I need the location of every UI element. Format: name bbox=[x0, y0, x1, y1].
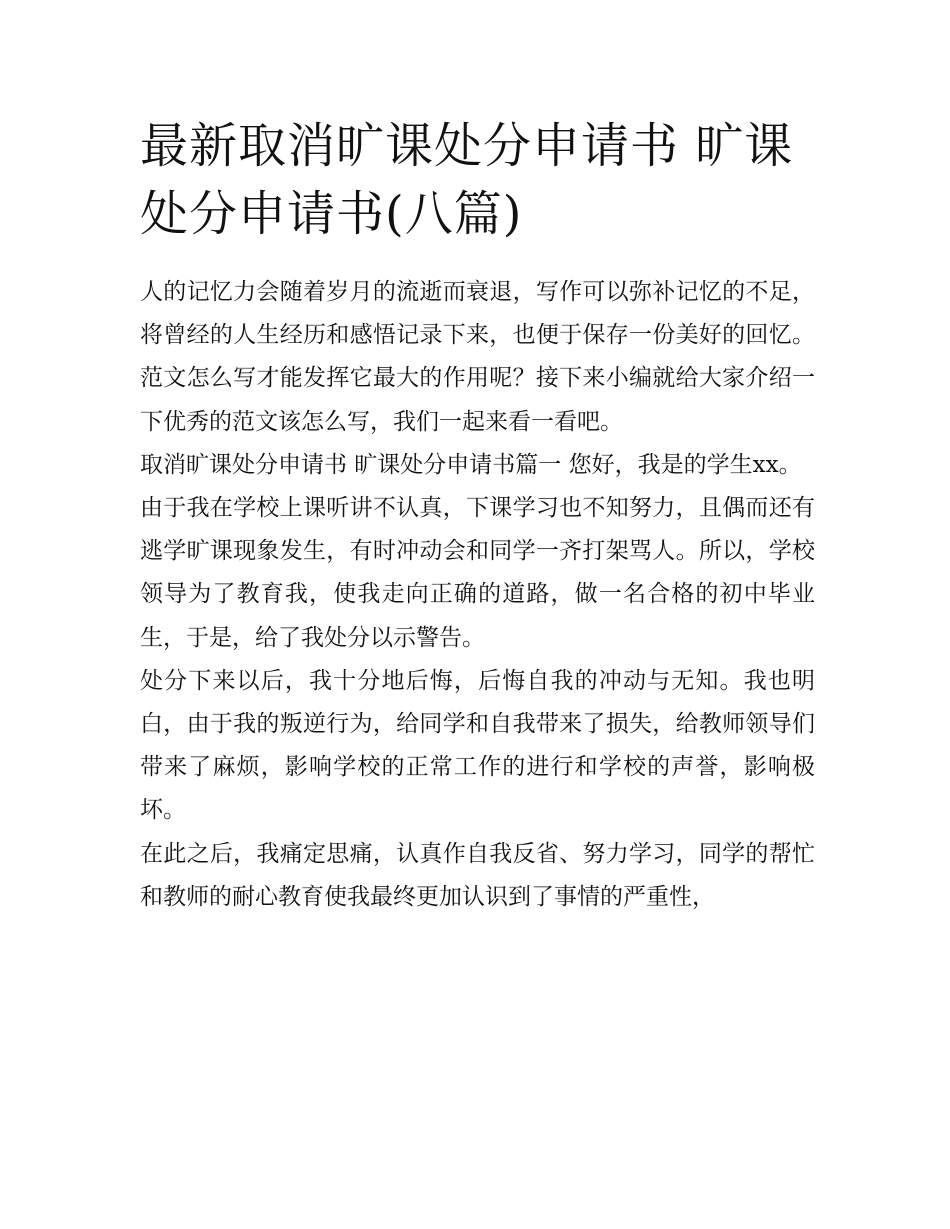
paragraph-reason: 由于我在学校上课听讲不认真，下课学习也不知努力，且偶而还有逃学旷课现象发生，有时冲动会和同学一齐打架骂人。所以，学校领导为了教育我，使我走向正确的道路，做一名合格的初中毕业生，于是，给了我处分以示警告。 bbox=[140, 495, 815, 651]
paragraph-intro: 人的记忆力会随着岁月的流逝而衰退，写作可以弥补记忆的不足，将曾经的人生经历和感悟记录下来，也便于保存一份美好的回忆。范文怎么写才能发挥它最大的作用呢？接下来小编就给大家介绍一下优秀的范文该怎么写，我们一起来看一看吧。 bbox=[140, 279, 815, 435]
paragraph-regret: 处分下来以后，我十分地后悔，后悔自我的冲动与无知。我也明白，由于我的叛逆行为，给同学和自我带来了损失，给教师领导们带来了麻烦，影响学校的正常工作的进行和学校的声誉，影响极坏。 bbox=[140, 667, 815, 824]
document-body bbox=[140, 271, 815, 919]
paragraph-reflection: 在此之后，我痛定思痛，认真作自我反省、努力学习，同学的帮忙和教师的耐心教育使我最终更加认识到了事情的严重性， bbox=[140, 840, 815, 910]
paragraph-greeting: 取消旷课处分申请书 旷课处分申请书篇一 您好，我是的学生xx。 bbox=[140, 451, 802, 478]
document-title: 最新取消旷课处分申请书 旷课处分申请书(八篇) bbox=[140, 118, 794, 242]
document-content bbox=[140, 112, 815, 919]
